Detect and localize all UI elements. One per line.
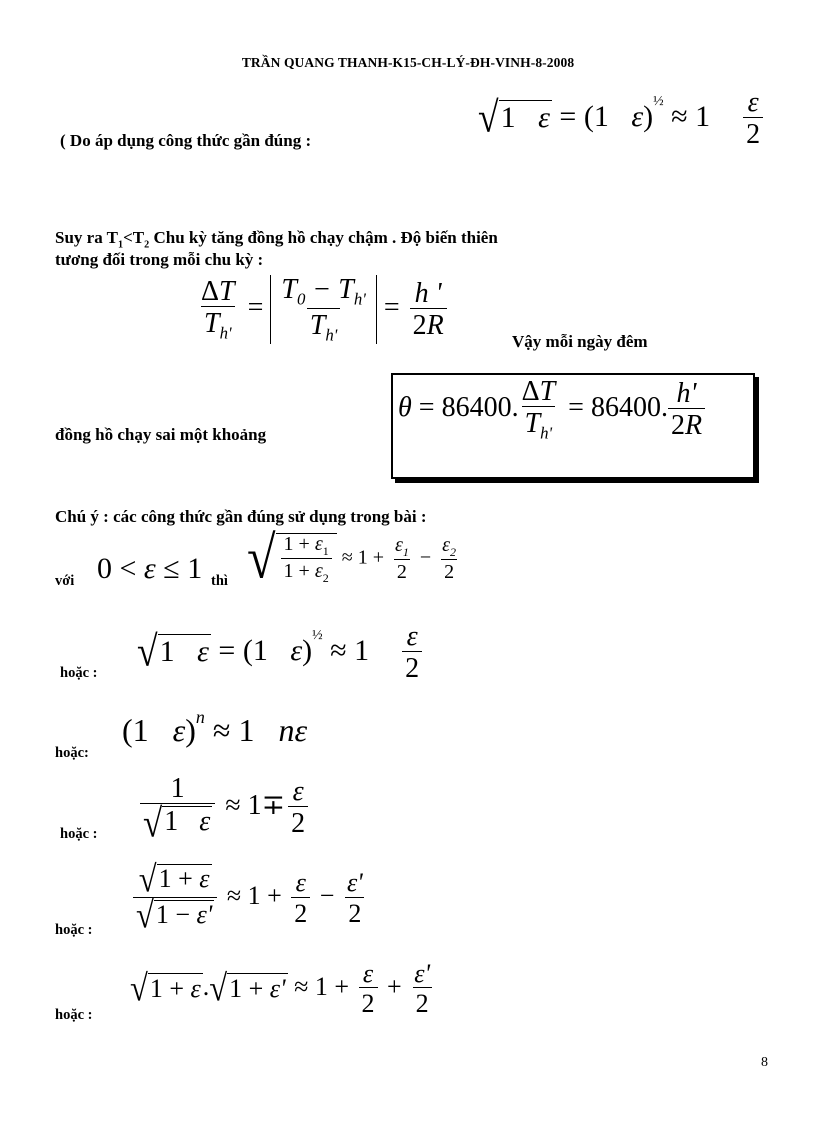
- formula-relative-variation: $\frac{\Delta T}{T_{h'}}$ = $\frac{T_0 - T_{h'}}{T_{h'}}$ = $\frac{h '}{2R}$: [195, 275, 450, 344]
- formula-inverse-sqrt: 1 √ 1 ε ≈ 1∓ $\frac{\varepsilon}{2}$: [137, 774, 311, 841]
- or-label-1: hoặc :: [60, 665, 98, 681]
- or-label-3: hoặc :: [60, 826, 98, 842]
- formula-sqrt-approx: √ 1 ε = (1 ε)$^{\frac{1}{2}}$ ≈ 1 $\frac{\varepsilon}{2}$: [137, 622, 425, 684]
- formula-sqrt-quotient: √ 1 + ε √ 1 − ε' ≈ 1 + $\frac{\varepsilon}{2}$ − $\frac{\varepsilon'}{2}$: [130, 864, 369, 932]
- then-label: thì: [211, 573, 228, 589]
- formula-sqrt-product: √ 1 + ε . √ 1 + ε' ≈ 1 + $\frac{\varepsilon}{2}$ + $\frac{\varepsilon'}{2}$: [130, 959, 431, 1019]
- or-label-2: hoặc:: [55, 745, 89, 761]
- page-number: 8: [761, 1055, 768, 1070]
- constant-1: 86400.: [441, 392, 519, 424]
- paragraph-line-2: tương đối trong mỗi chu kỳ :: [55, 250, 264, 269]
- page-header: TRẦN QUANG THANH-K15-CH-LÝ-ĐH-VINH-8-2008: [241, 55, 575, 70]
- intro-note: ( Do áp dụng công thức gần đúng :: [60, 131, 312, 150]
- with-label: với: [55, 573, 75, 589]
- or-label-5: hoặc :: [55, 1007, 93, 1023]
- paragraph-line-1: Suy ra $T_1<T_2$ Chu kỳ tăng đồng hồ chạy chậm . Độ biến thiên: [55, 228, 498, 251]
- formula-sqrt-ratio: √ $\frac{1 + \varepsilon_1}{1 + \varepsilon_2}$ ≈ 1 + $\frac{\varepsilon_1}{2}$ − $\frac{\varepsilon_2}{2}$: [247, 525, 457, 592]
- clock-error-text: đồng hồ chạy sai một khoảng: [55, 425, 267, 444]
- or-label-4: hoặc :: [55, 922, 93, 938]
- per-day-text: Vậy mỗi ngày đêm: [512, 332, 648, 351]
- constant-2: 86400.: [590, 392, 668, 424]
- formula-sqrt-approx-top: √ 1 ε = (1 ε)$^{\frac{1}{2}}$ ≈ 1 $\frac{\varepsilon}{2}$: [478, 88, 766, 150]
- formula-power-approx: (1 ε)$^n$ ≈ 1 nε: [122, 707, 308, 748]
- condition-epsilon: 0 < ε ≤ 1: [97, 552, 203, 585]
- note-title: Chú ý : các công thức gần đúng sử dụng trong bài :: [55, 507, 427, 526]
- formula-theta: θ = 86400. $\frac{\Delta T}{T_{h'}}$ = 86400. $\frac{h'}{2R}$: [398, 377, 708, 443]
